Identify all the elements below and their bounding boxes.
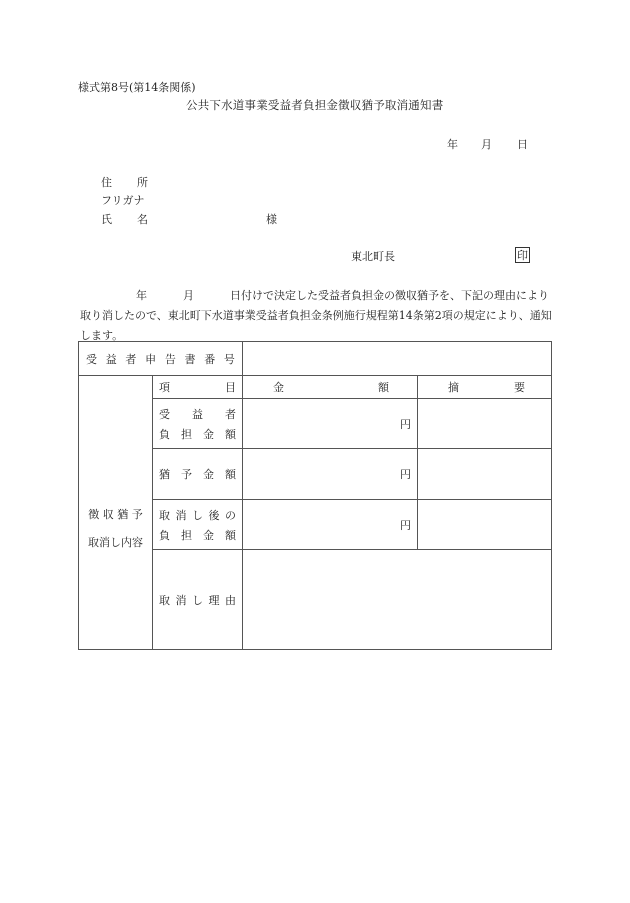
application-number-field[interactable] [243, 342, 551, 375]
name-label: 氏 名 [101, 213, 148, 226]
body-text: 日付けで決定した受益者負担金の徴収猶予を、下記の理由により取り消したので、東北町下水道事業受益者負担金条例施行規程第14条第2項の規定により、通知します。 [80, 289, 552, 342]
header-summary: 摘 要 [448, 381, 525, 394]
cancellation-table [78, 341, 552, 650]
seal-mark: 印 [517, 248, 528, 262]
date-month-label: 月 [481, 138, 492, 151]
summary-field[interactable] [418, 399, 551, 448]
date-year-label: 年 [447, 138, 458, 151]
yen-unit: 円 [400, 518, 411, 532]
document-title: 公共下水道事業受益者負担金徴収猶予取消通知書 [186, 98, 444, 112]
issuer-name: 東北町長 [351, 250, 395, 263]
date-day-label: 日 [517, 138, 528, 151]
amount-field-deferred[interactable] [243, 449, 417, 499]
notice-body [80, 286, 554, 346]
group-label: 徴 収 猶 予 取消し内容 [88, 507, 143, 549]
form-number: 様式第8号(第14条関係) [78, 81, 196, 94]
row-label-deferred-amount: 猶 予 金 額 [159, 468, 236, 481]
issue-date [447, 139, 528, 150]
reason-label: 取 消 し 理 由 [159, 593, 236, 607]
furigana-label: フリガナ [101, 194, 145, 207]
amount-field-post-cancel[interactable] [243, 500, 417, 549]
header-item: 項 目 [159, 381, 236, 394]
yen-unit: 円 [400, 417, 411, 431]
row-label-post-cancel-burden: 取 消 し 後 の 負 担 金 額 [159, 508, 236, 542]
body-month: 月 [183, 289, 194, 302]
honorific: 様 [266, 213, 277, 226]
body-year: 年 [136, 289, 147, 302]
header-amount: 金 額 [273, 381, 389, 394]
yen-unit: 円 [400, 468, 411, 481]
application-number-label: 受 益 者 申 告 書 番 号 [86, 352, 235, 366]
address-label: 住 所 [101, 176, 148, 189]
row-label-beneficiary-burden: 受 益 者 負 担 金 額 [159, 407, 236, 441]
amount-field-beneficiary-burden[interactable] [243, 399, 417, 448]
reason-field[interactable] [243, 550, 551, 649]
summary-field[interactable] [418, 449, 551, 499]
summary-field[interactable] [418, 500, 551, 549]
